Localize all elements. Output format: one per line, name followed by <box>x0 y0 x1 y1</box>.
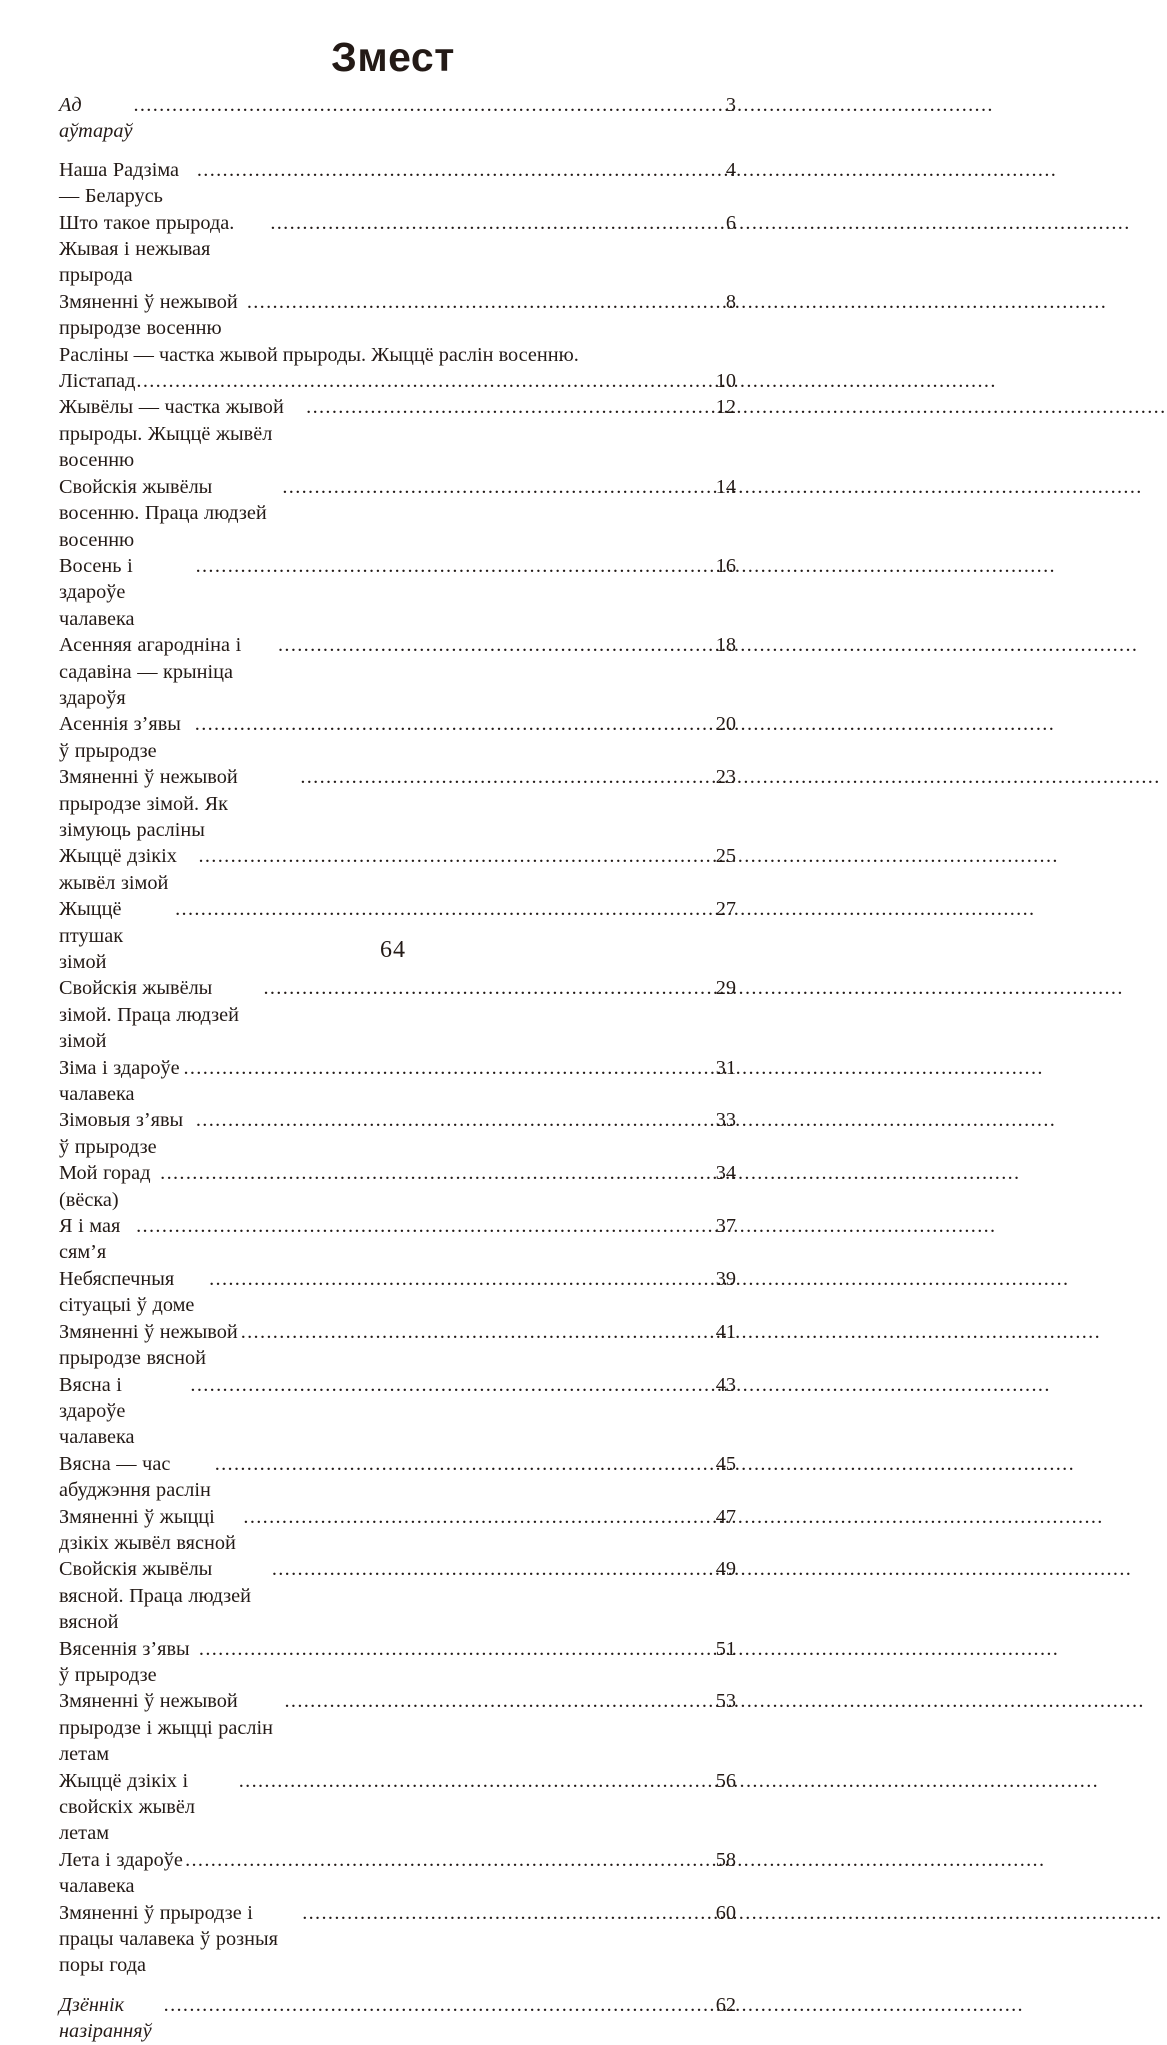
toc-entry-row <box>59 1768 736 1847</box>
toc-entry[interactable] <box>59 289 736 342</box>
toc-entry-title: Жыццё птушак зімой <box>59 898 124 973</box>
toc-entry-page-number: 10 <box>715 370 736 393</box>
toc-list <box>59 92 736 2045</box>
leader-dots <box>302 1903 710 1923</box>
toc-entry-row <box>59 1688 736 1767</box>
toc-entry-row <box>59 1319 736 1372</box>
leader-dots <box>136 1216 710 1236</box>
toc-entry-title: Я і мая сям’я <box>59 1215 121 1264</box>
toc-entry-page-number: 18 <box>715 634 736 657</box>
toc-entry-title: Зіма і здароўе чалавека <box>59 1056 180 1106</box>
toc-entry-page-number: 27 <box>715 898 736 921</box>
leader-dots <box>215 1454 710 1474</box>
toc-entry-row <box>59 210 736 289</box>
toc-entry-page-number: 6 <box>725 211 736 234</box>
toc-entry-page-number: 37 <box>715 1215 736 1238</box>
toc-entry-page-number: 45 <box>715 1452 736 1475</box>
leader-dots <box>136 371 710 391</box>
toc-entry[interactable] <box>59 1266 736 1319</box>
toc-entry-row <box>59 764 736 843</box>
toc-entry-title: Жывёлы — частка жывой прыроды. Жыццё жывёл восенню <box>59 396 284 472</box>
toc-entry-page-number: 25 <box>715 845 736 868</box>
toc-entry[interactable] <box>59 394 736 473</box>
toc-entry-row <box>59 289 736 342</box>
toc-entry-page-number: 16 <box>715 554 736 577</box>
leader-dots <box>278 635 710 655</box>
toc-entry-title-line-1: Расліны — частка жывой прыроды. Жыццё раслін восенню. <box>59 343 579 366</box>
toc-entry-row <box>59 1372 736 1451</box>
toc-entry-row <box>59 1107 736 1160</box>
toc-entry-row <box>59 1213 736 1266</box>
toc-entry-title: Што такое прырода. Жывая і нежывая прырода <box>59 211 235 287</box>
leader-dots <box>285 1691 711 1711</box>
toc-entry[interactable] <box>59 1160 736 1213</box>
toc-entry-title: Лістапад <box>59 370 136 393</box>
toc-entry-row <box>59 157 736 210</box>
toc-entry-title: Жыццё дзікіх жывёл зімой <box>59 845 177 894</box>
toc-entry-row <box>59 1160 736 1213</box>
toc-entry-page-number: 41 <box>715 1320 736 1343</box>
toc-entry-page-number: 29 <box>715 977 736 1000</box>
toc-entry-page-number: 14 <box>715 475 736 498</box>
toc-entry-title: Мой горад (вёска) <box>59 1162 151 1211</box>
toc-entry-title: Змяненні ў прыродзе і працы чалавека ў розныя поры года <box>59 1901 278 1977</box>
leader-dots <box>133 95 710 115</box>
toc-entry-title: Вясеннія з’явы ў прыродзе <box>59 1637 190 1686</box>
toc-entry-page-number: 8 <box>725 290 736 313</box>
toc-entry[interactable] <box>59 1636 736 1689</box>
toc-entry-title: Небяспечныя сітуацыі ў доме <box>59 1267 195 1317</box>
toc-entry[interactable] <box>59 1900 736 1979</box>
toc-entry-title: Асеннія з’явы ў прыродзе <box>59 713 181 762</box>
leader-dots <box>196 556 710 576</box>
toc-entry[interactable] <box>59 553 736 632</box>
toc-entry-row <box>59 843 736 896</box>
toc-entry-title: Асенняя агародніна і садавіна — крыніца здароўя <box>59 634 242 709</box>
toc-entry[interactable] <box>59 342 736 395</box>
toc-entry-row <box>59 474 736 553</box>
toc-entry[interactable] <box>59 474 736 553</box>
toc-entry-title: Ад аўтараў <box>59 94 133 143</box>
toc-entry-row <box>59 711 736 764</box>
toc-entry-title: Дзённік назіранняў <box>59 1993 152 2043</box>
toc-entry-page-number: 56 <box>715 1769 736 1792</box>
leader-dots <box>243 1507 710 1527</box>
leader-dots <box>282 477 710 497</box>
toc-entry-row <box>59 1055 736 1108</box>
toc-entry-page-number: 62 <box>715 1993 736 2016</box>
toc-entry-page-number: 12 <box>715 396 736 419</box>
toc-entry-page-number: 51 <box>715 1637 736 1660</box>
toc-entry[interactable] <box>59 1768 736 1847</box>
toc-entry-page-number: 49 <box>715 1558 736 1581</box>
toc-entry-row <box>59 342 736 395</box>
toc-entry[interactable] <box>59 975 736 1054</box>
toc-entry-page-number: 33 <box>715 1109 736 1132</box>
toc-entry-page-number: 31 <box>715 1056 736 1079</box>
leader-dots <box>183 1058 710 1078</box>
leader-dots <box>175 899 710 919</box>
toc-entry-title: Змяненні ў нежывой прыродзе зімой. Як зімуюць расліны <box>59 766 238 841</box>
toc-entry-row <box>59 1451 736 1504</box>
toc-entry-row <box>59 975 736 1054</box>
toc-entry-page-number: 4 <box>725 158 736 181</box>
toc-entry[interactable] <box>59 1451 736 1504</box>
toc-entry[interactable] <box>59 1556 736 1635</box>
toc-entry-title: Жыццё дзікіх і свойскіх жывёл летам <box>59 1769 195 1845</box>
leader-dots <box>185 1850 710 1870</box>
toc-entry[interactable] <box>59 210 736 289</box>
leader-dots <box>164 1995 710 2015</box>
toc-entry-page-number: 60 <box>715 1901 736 1924</box>
toc-entry[interactable] <box>59 1319 736 1372</box>
toc-entry-title: Змяненні ў нежывой прыродзе і жыцці раслін летам <box>59 1690 273 1766</box>
leader-dots <box>199 1639 710 1659</box>
leader-dots <box>190 1375 710 1395</box>
page-title: Змест <box>331 34 455 80</box>
leader-dots <box>198 846 710 866</box>
leader-dots <box>239 1771 710 1791</box>
toc-entry[interactable] <box>59 157 736 210</box>
toc-entry[interactable] <box>59 1372 736 1451</box>
leader-dots <box>300 767 710 787</box>
toc-entry-row <box>59 1556 736 1635</box>
toc-entry-page-number: 39 <box>715 1267 736 1290</box>
toc-entry-row <box>59 553 736 632</box>
toc-entry-title: Вясна — час абуджэння раслін <box>59 1452 211 1502</box>
toc-entry-page-number: 58 <box>715 1848 736 1871</box>
toc-entry-title: Наша Радзіма — Беларусь <box>59 158 180 208</box>
toc-entry-row <box>59 632 736 711</box>
toc-entry[interactable] <box>59 1992 736 2045</box>
toc-entry[interactable] <box>59 896 736 975</box>
toc-entry[interactable] <box>59 92 736 145</box>
toc-entry-title: Лета і здароўе чалавека <box>59 1848 183 1898</box>
toc-entry-title: Змяненні ў нежывой прыродзе восенню <box>59 290 238 340</box>
toc-entry-row <box>59 1900 736 1979</box>
toc-entry[interactable] <box>59 1213 736 1266</box>
toc-entry-row <box>59 1504 736 1557</box>
leader-dots <box>160 1163 710 1183</box>
toc-entry-page-number: 47 <box>715 1505 736 1528</box>
toc-entry-page-number: 23 <box>715 766 736 789</box>
leader-dots <box>196 1110 710 1130</box>
toc-entry[interactable] <box>59 1847 736 1900</box>
toc-entry-row <box>59 92 736 145</box>
toc-entry-title: Свойскія жывёлы зімой. Праца людзей зімой <box>59 977 240 1053</box>
toc-entry-title: Змяненні ў нежывой прыродзе вясной <box>59 1320 238 1370</box>
toc-entry-title: Свойскія жывёлы восенню. Праца людзей восенню <box>59 475 267 551</box>
toc-entry-title: Восень і здароўе чалавека <box>59 554 135 630</box>
toc-entry[interactable] <box>59 711 736 764</box>
page-number-folio: 64 <box>380 937 406 963</box>
toc-entry-row <box>59 394 736 473</box>
toc-entry[interactable] <box>59 632 736 711</box>
toc-entry-row <box>59 1266 736 1319</box>
toc-entry-title: Свойскія жывёлы вясной. Праца людзей вясной <box>59 1558 252 1634</box>
toc-entry[interactable] <box>59 1107 736 1160</box>
toc-entry-title: Вясна і здароўе чалавека <box>59 1373 135 1449</box>
toc-entry-row <box>59 896 736 975</box>
toc-entry[interactable] <box>59 1055 736 1108</box>
toc-entry-row <box>59 1636 736 1689</box>
leader-dots <box>209 1269 710 1289</box>
leader-dots <box>195 714 710 734</box>
toc-entry-page-number: 20 <box>715 713 736 736</box>
toc-entry-title: Зімовыя з’явы ў прыродзе <box>59 1109 184 1158</box>
leader-dots <box>306 397 710 417</box>
leader-dots <box>241 1322 710 1342</box>
toc-entry-title-line-2 <box>59 368 736 394</box>
toc-entry-page-number: 43 <box>715 1373 736 1396</box>
toc-entry-page-number: 53 <box>715 1690 736 1713</box>
toc-entry-page-number: 34 <box>715 1162 736 1185</box>
leader-dots <box>270 213 710 233</box>
toc-entry-row <box>59 1847 736 1900</box>
toc-entry[interactable] <box>59 1504 736 1557</box>
toc-entry-page-number: 3 <box>725 94 736 116</box>
toc-entry-row <box>59 1992 736 2045</box>
toc-entry[interactable] <box>59 843 736 896</box>
leader-dots <box>197 160 710 180</box>
toc-entry[interactable] <box>59 1688 736 1767</box>
leader-dots <box>247 292 710 312</box>
leader-dots <box>263 978 710 998</box>
toc-entry[interactable] <box>59 764 736 843</box>
toc-entry-title: Змяненні ў жыцці дзікіх жывёл вясной <box>59 1505 236 1554</box>
leader-dots <box>272 1559 710 1579</box>
